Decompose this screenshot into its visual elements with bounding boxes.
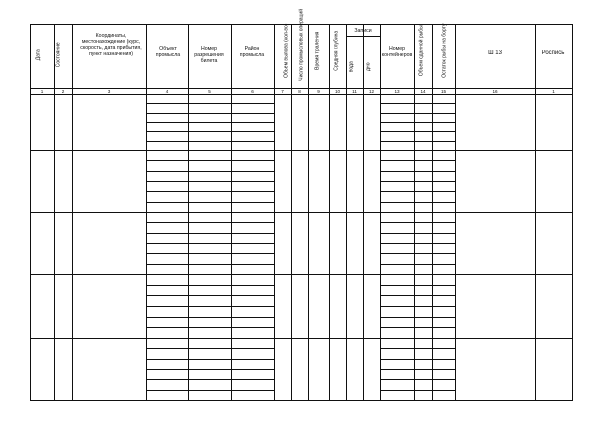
grid-hline	[380, 233, 455, 234]
grid-hline	[380, 359, 455, 360]
grid-hline	[380, 103, 455, 104]
header-signature: Роспись	[541, 50, 565, 56]
column-number: 14	[420, 89, 426, 94]
grid-hline	[30, 150, 573, 151]
grid-hline	[146, 103, 274, 104]
grid-hline	[380, 253, 455, 254]
grid-hline	[380, 369, 455, 370]
grid-hline	[380, 181, 455, 182]
header-handed-over: Объем сданной рыбы	[418, 25, 425, 77]
header-sh13: Ш 13	[488, 50, 502, 56]
grid-hline	[380, 222, 455, 223]
grid-hline	[146, 348, 274, 349]
column-number: 15	[440, 89, 447, 94]
grid-hline	[146, 264, 274, 265]
grid-hline	[146, 181, 274, 182]
header-catch-volume: Объем вылова (кол-во)	[283, 23, 290, 78]
grid-hline	[380, 131, 455, 132]
grid-hline	[146, 202, 274, 203]
column-number: 1	[40, 89, 44, 94]
grid-hline	[380, 141, 455, 142]
header-records: Записи	[354, 28, 372, 34]
header-hauls-count: Число промысловых операций	[298, 9, 305, 81]
grid-hline	[146, 359, 274, 360]
header-avg-depth: Средняя глубина	[333, 30, 340, 71]
grid-hline	[146, 327, 274, 328]
grid-hline	[380, 113, 455, 114]
header-bottom: дно	[365, 62, 372, 71]
grid-hline	[380, 327, 455, 328]
column-number: 11	[352, 89, 357, 94]
column-number: 6	[251, 89, 254, 94]
column-number: 2	[61, 89, 65, 94]
grid-hline	[380, 202, 455, 203]
grid-hline	[146, 191, 274, 192]
grid-hline	[346, 36, 380, 37]
grid-hline	[146, 160, 274, 161]
grid-hline	[30, 212, 573, 213]
grid-hline	[146, 317, 274, 318]
header-condition: Состояние	[55, 42, 62, 68]
grid-hline	[380, 317, 455, 318]
header-container-number: Номер контейнеров	[381, 46, 413, 58]
grid-hline	[380, 122, 455, 123]
grid-hline	[146, 253, 274, 254]
grid-hline	[30, 94, 573, 95]
column-number: 9	[317, 89, 320, 94]
column-number: 8	[298, 89, 301, 94]
header-water: вода	[348, 61, 355, 73]
grid-hline	[380, 306, 455, 307]
header-on-board: Остаток рыбы на борту	[441, 23, 448, 78]
grid-hline	[380, 191, 455, 192]
header-coordinates: Координаты, местонахождение (курс, скорость, дата прибытия, пункт назначения)	[80, 33, 142, 57]
grid-hline	[146, 379, 274, 380]
column-number: 3	[107, 89, 111, 94]
grid-hline	[146, 306, 274, 307]
grid-hline	[146, 233, 274, 234]
grid-hline	[146, 222, 274, 223]
column-number: 1	[552, 89, 555, 94]
column-number: 13	[394, 89, 400, 94]
header-trawl-time: Время траления	[314, 31, 321, 70]
header-fishing-area: Район промысла	[239, 46, 265, 58]
grid-hline	[380, 295, 455, 296]
grid-hline	[146, 285, 274, 286]
column-number: 12	[368, 89, 375, 94]
grid-hline	[146, 295, 274, 296]
column-number: 5	[208, 89, 211, 94]
column-number: 7	[281, 89, 284, 94]
grid-hline	[146, 122, 274, 123]
grid-hline	[146, 131, 274, 132]
grid-hline	[380, 285, 455, 286]
grid-hline	[30, 400, 573, 401]
grid-hline	[380, 390, 455, 391]
grid-hline	[380, 264, 455, 265]
header-ticket-number: Номер разрешения билета	[194, 46, 224, 64]
grid-hline	[380, 160, 455, 161]
grid-hline	[146, 390, 274, 391]
grid-hline	[380, 379, 455, 380]
grid-hline	[146, 171, 274, 172]
grid-hline	[146, 141, 274, 142]
grid-hline	[30, 338, 573, 339]
header-date: Дата	[35, 49, 42, 61]
grid-hline	[380, 171, 455, 172]
grid-hline	[146, 369, 274, 370]
grid-hline	[380, 348, 455, 349]
header-fishing-object: Объект промысла	[155, 46, 181, 58]
column-number: 16	[492, 89, 498, 94]
grid-hline	[380, 243, 455, 244]
column-number: 4	[165, 89, 169, 94]
grid-hline	[146, 113, 274, 114]
grid-hline	[146, 243, 274, 244]
grid-hline	[30, 274, 573, 275]
column-number: 10	[334, 89, 341, 94]
